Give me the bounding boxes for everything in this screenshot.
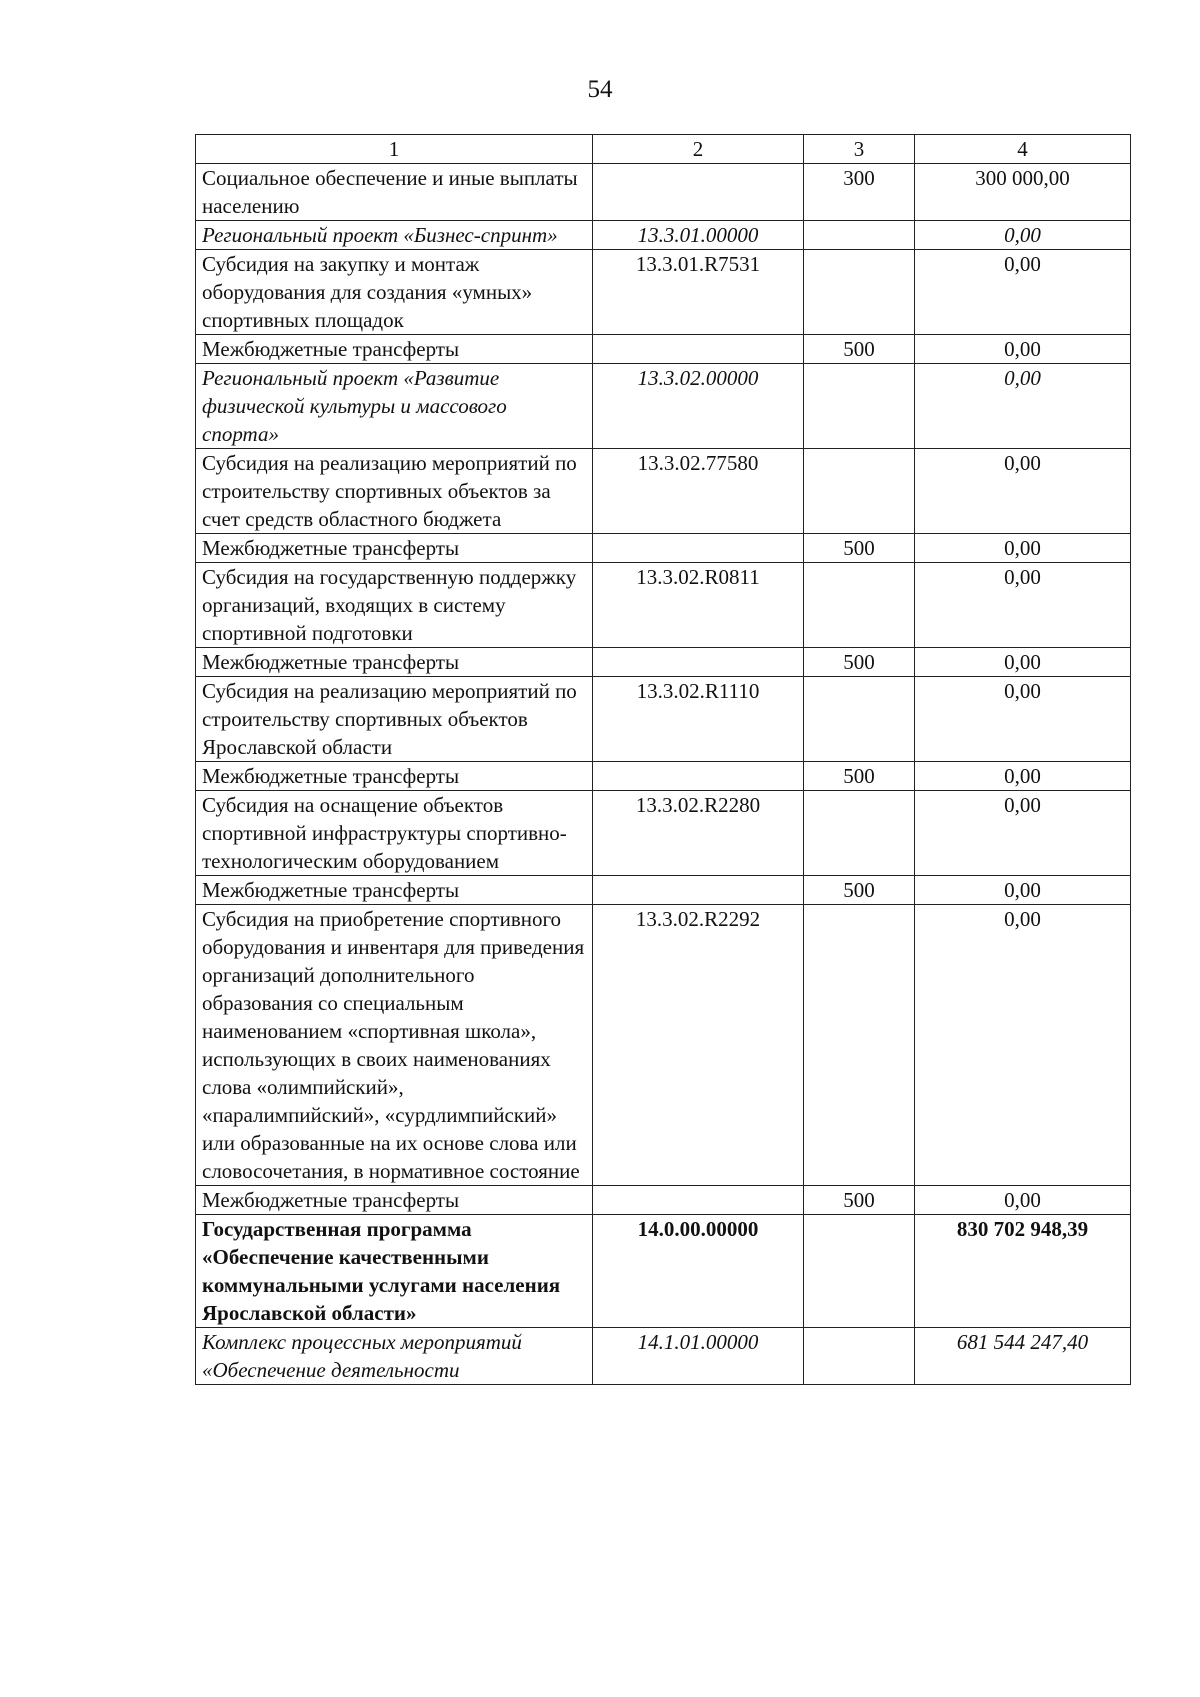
cell-amount: 830 702 948,39 <box>915 1215 1131 1328</box>
cell-amount: 300 000,00 <box>915 164 1131 221</box>
cell-amount: 681 544 247,40 <box>915 1328 1131 1385</box>
cell-name: Региональный проект «Развитие физической культуры и массового спорта» <box>196 364 593 449</box>
table-row <box>196 563 1131 648</box>
cell-amount: 0,00 <box>915 791 1131 876</box>
cell-name: Межбюджетные трансферты <box>196 335 593 364</box>
cell-name: Комплекс процессных мероприятий «Обеспечение деятельности <box>196 1328 593 1385</box>
cell-amount: 0,00 <box>915 221 1131 250</box>
cell-code: 14.0.00.00000 <box>593 1215 804 1328</box>
cell-code <box>593 876 804 905</box>
cell-vr <box>804 449 915 534</box>
cell-name: Субсидия на оснащение объектов спортивной инфраструктуры спортивно-технологическим оборудованием <box>196 791 593 876</box>
cell-vr <box>804 905 915 1186</box>
table-row <box>196 905 1131 1186</box>
budget-table <box>195 134 1131 1385</box>
table-row <box>196 648 1131 677</box>
cell-vr: 500 <box>804 762 915 791</box>
cell-vr: 300 <box>804 164 915 221</box>
cell-code <box>593 648 804 677</box>
header-col-1: 1 <box>196 135 593 164</box>
cell-code: 13.3.02.R2292 <box>593 905 804 1186</box>
cell-code: 13.3.02.R0811 <box>593 563 804 648</box>
cell-name: Межбюджетные трансферты <box>196 876 593 905</box>
cell-name: Межбюджетные трансферты <box>196 1186 593 1215</box>
table-row <box>196 1186 1131 1215</box>
cell-vr <box>804 1215 915 1328</box>
table-row <box>196 1215 1131 1328</box>
table-row <box>196 677 1131 762</box>
cell-vr <box>804 563 915 648</box>
cell-code: 13.3.01.R7531 <box>593 250 804 335</box>
cell-vr <box>804 364 915 449</box>
cell-name: Субсидия на реализацию мероприятий по строительству спортивных объектов за счет средств областного бюджета <box>196 449 593 534</box>
table-row <box>196 449 1131 534</box>
cell-vr: 500 <box>804 534 915 563</box>
cell-name: Субсидия на государственную поддержку организаций, входящих в систему спортивной подготовки <box>196 563 593 648</box>
table-row <box>196 164 1131 221</box>
header-col-2: 2 <box>593 135 804 164</box>
table-header-row <box>196 135 1131 164</box>
table-row <box>196 250 1131 335</box>
cell-name: Межбюджетные трансферты <box>196 534 593 563</box>
cell-amount: 0,00 <box>915 364 1131 449</box>
table-row <box>196 791 1131 876</box>
cell-amount: 0,00 <box>915 648 1131 677</box>
cell-vr <box>804 221 915 250</box>
cell-name: Субсидия на реализацию мероприятий по строительству спортивных объектов Ярославской области <box>196 677 593 762</box>
cell-code <box>593 1186 804 1215</box>
cell-code <box>593 164 804 221</box>
cell-code: 13.3.01.00000 <box>593 221 804 250</box>
cell-name: Субсидия на приобретение спортивного оборудования и инвентаря для приведения организаций дополнительного образования со специальным наименованием «спортивная школа», использующих в своих наименованиях слова «олимпийский», «паралимпийский», «сурдлимпийский» или образованные на их основе слова или словосочетания, в нормативное состояние <box>196 905 593 1186</box>
table-row <box>196 876 1131 905</box>
cell-vr: 500 <box>804 1186 915 1215</box>
page-number: 54 <box>587 76 613 103</box>
cell-code: 13.3.02.00000 <box>593 364 804 449</box>
header-col-3: 3 <box>804 135 915 164</box>
table-row <box>196 1328 1131 1385</box>
cell-vr: 500 <box>804 335 915 364</box>
cell-amount: 0,00 <box>915 762 1131 791</box>
table-row <box>196 762 1131 791</box>
cell-code: 14.1.01.00000 <box>593 1328 804 1385</box>
cell-code: 13.3.02.77580 <box>593 449 804 534</box>
table-row <box>196 335 1131 364</box>
cell-amount: 0,00 <box>915 677 1131 762</box>
cell-name: Межбюджетные трансферты <box>196 762 593 791</box>
cell-amount: 0,00 <box>915 335 1131 364</box>
cell-code: 13.3.02.R1110 <box>593 677 804 762</box>
table-row <box>196 221 1131 250</box>
cell-vr <box>804 250 915 335</box>
cell-amount: 0,00 <box>915 449 1131 534</box>
cell-code <box>593 534 804 563</box>
table-body <box>196 164 1131 1385</box>
cell-name: Межбюджетные трансферты <box>196 648 593 677</box>
cell-vr <box>804 791 915 876</box>
cell-amount: 0,00 <box>915 905 1131 1186</box>
cell-amount: 0,00 <box>915 1186 1131 1215</box>
cell-vr: 500 <box>804 648 915 677</box>
cell-vr: 500 <box>804 876 915 905</box>
cell-name: Государственная программа «Обеспечение качественными коммунальными услугами населения Ярославской области» <box>196 1215 593 1328</box>
cell-vr <box>804 677 915 762</box>
cell-code <box>593 335 804 364</box>
cell-name: Социальное обеспечение и иные выплаты населению <box>196 164 593 221</box>
cell-name: Региональный проект «Бизнес-спринт» <box>196 221 593 250</box>
header-col-4: 4 <box>915 135 1131 164</box>
table-row <box>196 364 1131 449</box>
cell-code <box>593 762 804 791</box>
cell-vr <box>804 1328 915 1385</box>
table-row <box>196 534 1131 563</box>
cell-amount: 0,00 <box>915 563 1131 648</box>
cell-name: Субсидия на закупку и монтаж оборудования для создания «умных» спортивных площадок <box>196 250 593 335</box>
cell-code: 13.3.02.R2280 <box>593 791 804 876</box>
cell-amount: 0,00 <box>915 534 1131 563</box>
cell-amount: 0,00 <box>915 250 1131 335</box>
cell-amount: 0,00 <box>915 876 1131 905</box>
